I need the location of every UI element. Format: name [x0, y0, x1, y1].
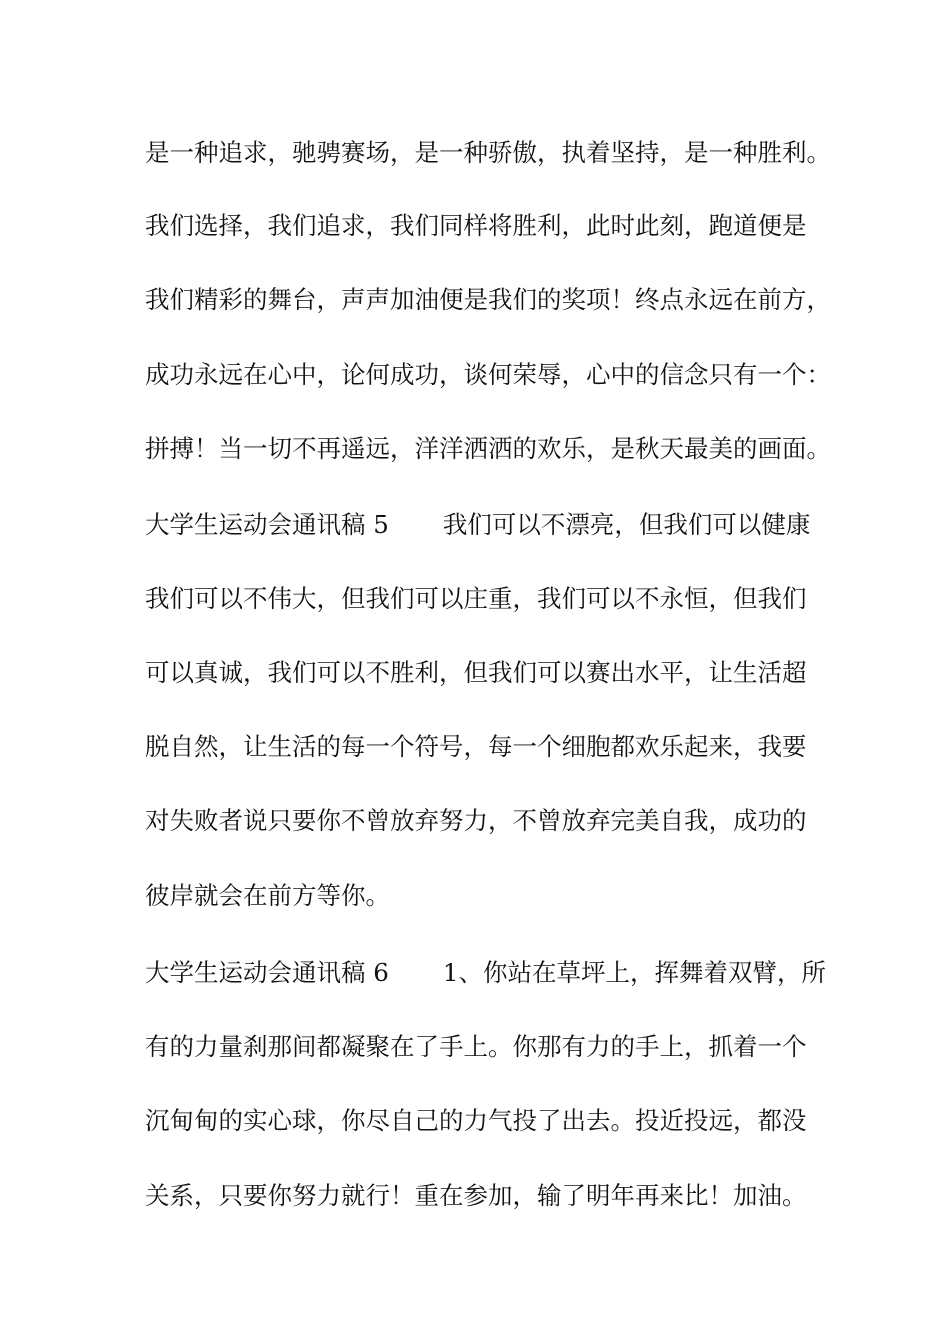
section-6-line — [145, 953, 845, 993]
text-line: 沉甸甸的实心球，你尽自己的力气投了出去。投近投远，都没 — [145, 1106, 807, 1135]
text-line: 可以真诚，我们可以不胜利，但我们可以赛出水平，让生活超 — [145, 658, 807, 687]
section-heading: 大学生运动会通讯稿 6 — [145, 958, 389, 987]
text-line: 对失败者说只要你不曾放弃努力，不曾放弃完美自我，成功的 — [145, 806, 807, 835]
text-line: 成功永远在心中，论何成功，谈何荣辱，心中的信念只有一个： — [145, 360, 831, 389]
text-line: 关系，只要你努力就行！重在参加，输了明年再来比！加油。 — [145, 1181, 807, 1210]
text-line: 脱自然，让生活的每一个符号，每一个细胞都欢乐起来，我要 — [145, 732, 807, 761]
section-heading: 大学生运动会通讯稿 5 — [145, 510, 389, 539]
text-line: 拼搏！当一切不再遥远，洋洋洒洒的欢乐，是秋天最美的画面。 — [145, 434, 831, 463]
text-line: 我们可以不伟大，但我们可以庄重，我们可以不永恒，但我们 — [145, 584, 807, 613]
text-line: 彼岸就会在前方等你。 — [145, 881, 390, 910]
section-5-line — [145, 505, 845, 545]
section-text: 我们可以不漂亮，但我们可以健康 — [442, 510, 811, 539]
text-line: 我们精彩的舞台，声声加油便是我们的奖项！终点永远在前方， — [145, 285, 831, 314]
text-line: 是一种追求，驰骋赛场，是一种骄傲，执着坚持，是一种胜利。 — [145, 138, 831, 167]
text-line: 有的力量刹那间都凝聚在了手上。你那有力的手上，抓着一个 — [145, 1032, 807, 1061]
section-text: 1、你站在草坪上，挥舞着双臂，所 — [442, 958, 826, 987]
text-line: 我们选择，我们追求，我们同样将胜利，此时此刻，跑道便是 — [145, 211, 807, 240]
